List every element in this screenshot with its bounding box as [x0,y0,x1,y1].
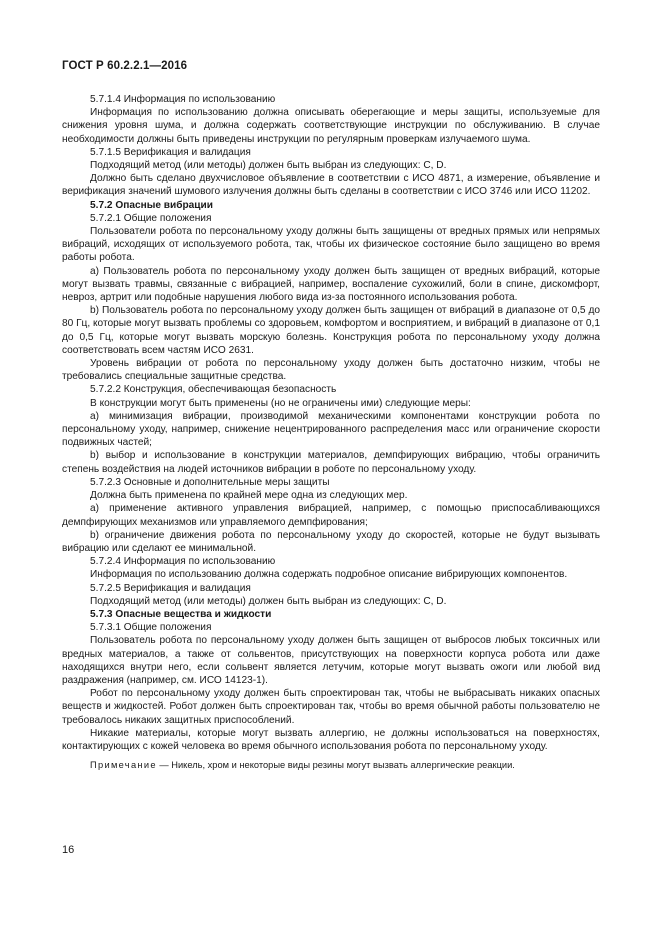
paragraph: Подходящий метод (или методы) должен быть выбран из следующих: C, D. [90,595,447,607]
page-number: 16 [62,844,75,856]
list-item: a) минимизация вибрации, производимой механическими компонентами конструкции робота по персональному уходу, например, снижение нецентрированного распределения масс или ограничение скорости подвижных частей; [62,410,600,449]
paragraph: Пользователь робота по персональному уходу должен быть защищен от выбросов любых токсичных или вредных материалов, а также от сольвентов, присутствующих на поверхности корпуса робота или даже находящихся внутри него, если сольвент является летучим, которые могут вызвать ожоги или любой вид раздражения (например, см. ИСО 14123-1). [62,635,600,686]
subhead-5-7-2-3: 5.7.2.3 Основные и дополнительные меры защиты [90,476,330,488]
note [62,759,600,772]
subhead-5-7-2-2: 5.7.2.2 Конструкция, обеспечивающая безопасность [90,384,337,396]
list-item: a) Пользователь робота по персональному уходу должен быть защищен от вредных вибраций, которые могут вызвать травмы, связанные с вибрацией, например, воспаление сухожилий, боли в спине, дискомфорт, невроз, артрит или подобные нарушения любого вида из-за постоянного использования робота. [62,265,600,304]
paragraph: Робот по персональному уходу должен быть спроектирован так, чтобы не выбрасывать никаких опасных веществ и жидкостей. Робот должен быть спроектирован так, чтобы во время обычной работы пользователю не требовалось никаких защитных приспособлений. [62,688,600,726]
paragraph: В конструкции могут быть применены (но не ограничены ими) следующие меры: [90,397,471,409]
list-item: a) применение активного управления вибрацией, например, с помощью приспосабливающихся демпфирующих механизмов или управляемого демпфирования; [62,503,600,528]
document-body [62,93,600,772]
heading-5-7-3: 5.7.3 Опасные вещества и жидкости [90,608,272,620]
paragraph: Никакие материалы, которые могут вызвать аллергию, не должны использоваться на поверхностях, контактирующих с кожей человека во время обычного использования робота по персональному уходу. [62,727,600,752]
paragraph: Информация по использованию должна содержать подробное описание вибрирующих компонентов. [90,569,568,581]
list-item: b) ограничение движения робота по персональному уходу до скоростей, которые не будут вызывать вибрацию или сделают ее минимальной. [62,529,600,554]
paragraph: Должна быть применена по крайней мере одна из следующих мер. [90,490,408,502]
subhead-5-7-3-1: 5.7.3.1 Общие положения [90,622,212,634]
paragraph: Уровень вибрации от робота по персональному уходу должен быть достаточно низким, чтобы не требовались специальные защитные средства. [62,358,600,383]
subhead-5-7-2-5: 5.7.2.5 Верификация и валидация [90,582,251,594]
subhead-5-7-1-5: 5.7.1.5 Верификация и валидация [90,146,251,158]
list-item: b) Пользователь робота по персональному уходу должен быть защищен от вибраций в диапазоне от 0,5 до 80 Гц, которые могут вызвать проблемы со здоровьем, комфортом и восприятием, и вибраций в диапазоне от 0,1 до 0,5 Гц, которые могут вызвать морскую болезнь. Конструкция робота по персональному уходу должна соответствовать всем частям ИСО 2631. [62,305,600,356]
subhead-5-7-1-4: 5.7.1.4 Информация по использованию [90,94,276,105]
subhead-5-7-2-4: 5.7.2.4 Информация по использованию [90,556,276,568]
heading-5-7-2: 5.7.2 Опасные вибрации [90,199,213,211]
paragraph: Информация по использованию должна описывать оберегающие и меры защиты, используемые для снижения уровня шума, и должна содержать соответствующие инструкции по обслуживанию. В случае необходимости должны быть приведены инструкции по регулярным проверкам излучаемого шума. [62,107,600,145]
subhead-5-7-2-1: 5.7.2.1 Общие положения [90,212,212,224]
note-text: — Никель, хром и некоторые виды резины могут вызвать аллергические реакции. [156,760,515,771]
document-header: ГОСТ Р 60.2.2.1—2016 [62,60,188,72]
paragraph: Пользователи робота по персональному уходу должны быть защищены от вредных прямых или непрямых вибраций, исходящих от используемого робота, так, чтобы их физическое состояние было защищено во время работы робота. [62,226,600,264]
paragraph: Подходящий метод (или методы) должен быть выбран из следующих: C, D. [90,160,447,172]
list-item: b) выбор и использование в конструкции материалов, демпфирующих вибрацию, чтобы ограничить степень воздействия на людей источников вибрации в роботе по персональному уходу. [62,450,600,475]
note-label: Примечание [90,760,157,771]
paragraph: Должно быть сделано двухчисловое объявление в соответствии с ИСО 4871, а измерение, объявление и верификация значений шумового излучения должны быть сделаны в соответствии с ИСО 3746 или ИСО 11202. [62,173,600,198]
